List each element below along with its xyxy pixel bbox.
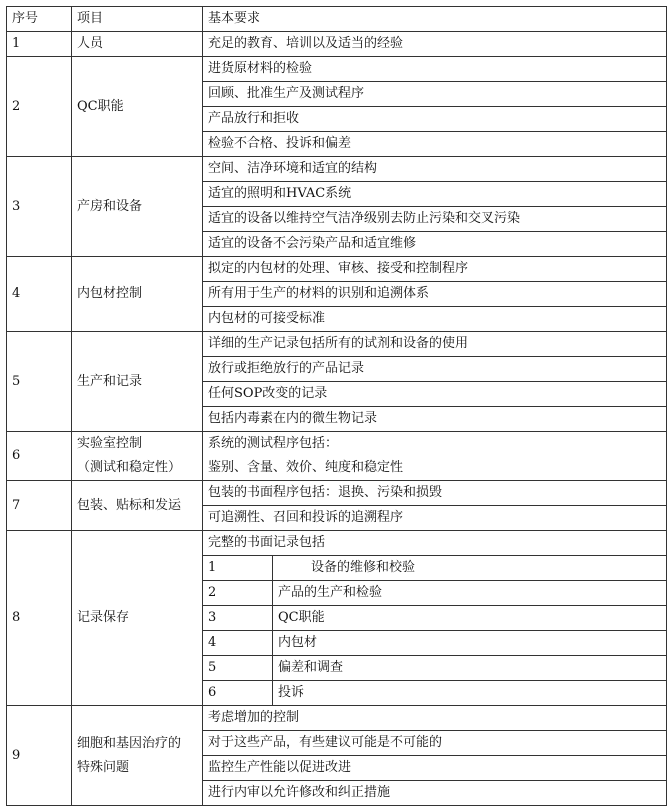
row-number: 7 [7,481,72,531]
row-item-line: 实验室控制 [77,436,143,451]
sub-number: 3 [203,606,273,631]
sub-text: 偏差和调查 [273,656,667,681]
requirement-cell: 适宜的设备不会污染产品和适宜维修 [203,232,667,257]
sub-text: 设备的维修和校验 [273,556,667,581]
row-number: 3 [7,157,72,257]
requirement-cell: 监控生产性能以促进改进 [203,756,667,781]
row-item: 人员 [72,32,203,57]
table-row [7,332,667,357]
row-item: QC职能 [72,57,203,157]
row-item [72,432,203,481]
requirement-cell: 包括内毒素在内的微生物记录 [203,407,667,432]
row-item: 包装、贴标和发运 [72,481,203,531]
row-item: 记录保存 [72,531,203,706]
table-row [7,257,667,282]
row-number: 2 [7,57,72,157]
row-item-line: 细胞和基因治疗的 [77,735,182,751]
requirement-cell: 进货原材料的检验 [203,57,667,82]
row-item-line: 特殊问题 [77,759,130,775]
header-requirement: 基本要求 [203,7,667,32]
header-seq: 序号 [7,7,72,32]
header-row [7,7,667,32]
table-row [7,706,667,731]
requirement-line: 鉴别、含量、效价、纯度和稳定性 [208,460,404,475]
requirement-cell: 考虑增加的控制 [203,706,667,731]
table-row [7,481,667,506]
sub-number: 1 [203,556,273,581]
sub-text: QC职能 [273,606,667,631]
requirement-line: 系统的测试程序包括： [208,436,339,451]
requirement-cell: 适宜的设备以维持空气洁净级别去防止污染和交叉污染 [203,207,667,232]
requirement-cell: 内包材的可接受标准 [203,307,667,332]
requirement-cell: 任何SOP改变的记录 [203,382,667,407]
sub-number: 6 [203,681,273,706]
table-row [7,432,667,481]
row-number: 5 [7,332,72,432]
header-item: 项目 [72,7,203,32]
row-number: 8 [7,531,72,706]
sub-text: 内包材 [273,631,667,656]
requirement-cell: 可追溯性、召回和投诉的追溯程序 [203,506,667,531]
row-item: 产房和设备 [72,157,203,257]
sub-text: 产品的生产和检验 [273,581,667,606]
requirements-table [6,6,667,806]
requirement-cell: 产品放行和拒收 [203,107,667,132]
row-item: 内包材控制 [72,257,203,332]
sub-number: 4 [203,631,273,656]
requirement-cell: 检验不合格、投诉和偏差 [203,132,667,157]
row-item [72,706,203,806]
requirement-cell: 回顾、批准生产及测试程序 [203,82,667,107]
requirement-cell: 完整的书面记录包括 [203,531,667,556]
table-row [7,57,667,82]
row-item: 生产和记录 [72,332,203,432]
requirement-cell: 包装的书面程序包括：退换、污染和损毁 [203,481,667,506]
sub-number: 2 [203,581,273,606]
row-number: 4 [7,257,72,332]
table-row [7,157,667,182]
requirement-cell: 对于这些产品，有些建议可能是不可能的 [203,731,667,756]
requirement-cell: 进行内审以允许修改和纠正措施 [203,781,667,806]
requirement-cell: 所有用于生产的材料的识别和追溯体系 [203,282,667,307]
row-number: 6 [7,432,72,481]
requirement-cell: 放行或拒绝放行的产品记录 [203,357,667,382]
table-row [7,531,667,556]
row-number: 1 [7,32,72,57]
row-number: 9 [7,706,72,806]
requirement-cell: 适宜的照明和HVAC系统 [203,182,667,207]
row-item-line: （测试和稳定性） [77,460,182,475]
requirement-cell: 详细的生产记录包括所有的试剂和设备的使用 [203,332,667,357]
requirement-cell [203,432,667,481]
requirement-cell: 充足的教育、培训以及适当的经验 [203,32,667,57]
requirement-cell: 空间、洁净环境和适宜的结构 [203,157,667,182]
sub-text: 投诉 [273,681,667,706]
table-row [7,32,667,57]
sub-number: 5 [203,656,273,681]
requirement-cell: 拟定的内包材的处理、审核、接受和控制程序 [203,257,667,282]
